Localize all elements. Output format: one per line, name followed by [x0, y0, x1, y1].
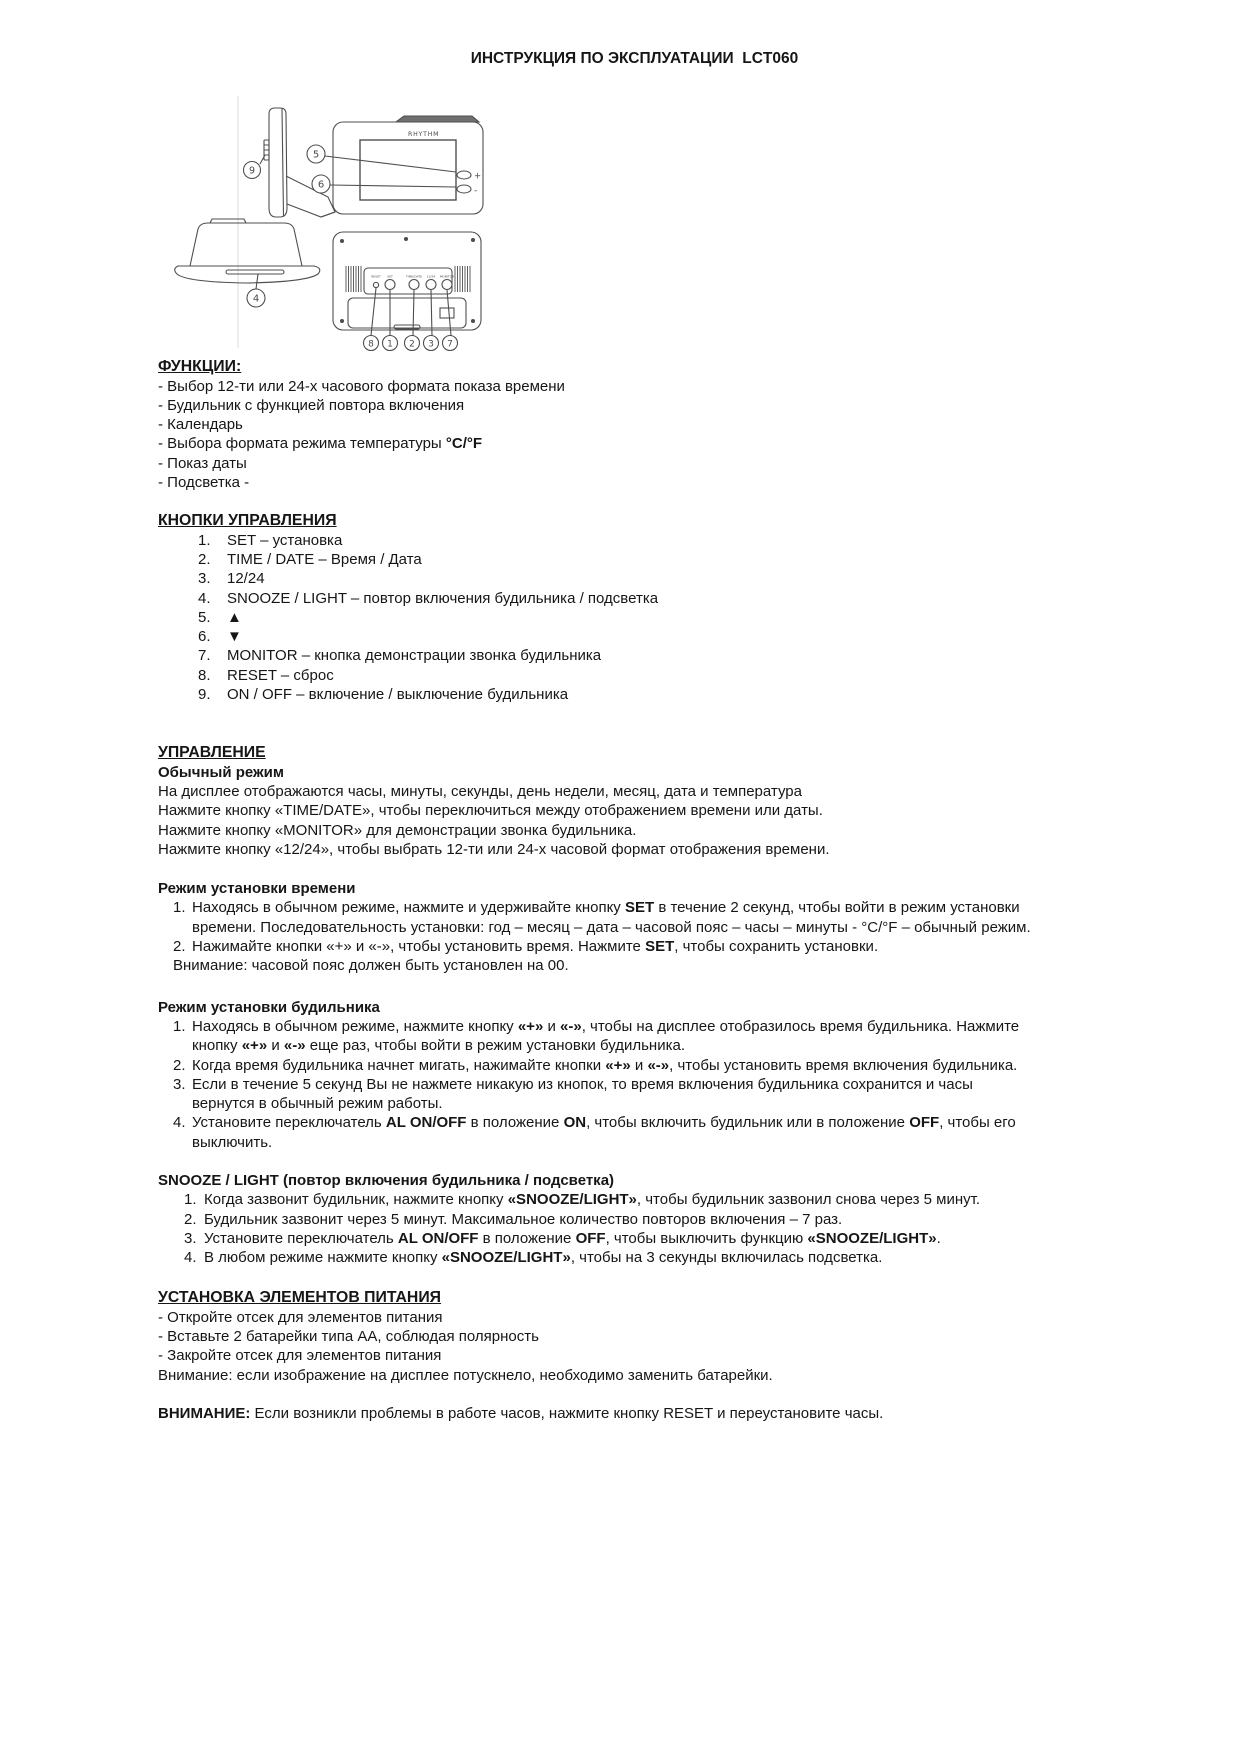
monitor-label: MONITOR [439, 274, 455, 279]
time-setting-heading: Режим установки времени [158, 880, 356, 898]
top-view [175, 219, 320, 283]
callout-3-number: 3 [428, 339, 434, 350]
function-item: - Подсветка - [158, 474, 250, 492]
list-item: 2. Когда время будильника начнет мигать, нажимайте кнопки «+» и «-», чтобы установить время включения будильника. [173, 1056, 1018, 1074]
speaker-grille-right [455, 266, 470, 292]
section-battery [158, 1288, 1111, 1384]
12-24-label: 12/24 [426, 274, 436, 279]
list-item: 8. RESET – сброс [198, 666, 334, 684]
function-item: - Будильник с функцией повтора включения [158, 396, 465, 414]
list-item: 7. MONITOR – кнопка демонстрации звонка будильника [198, 647, 602, 665]
function-item: - Выбора формата режима температуры °C/°F [158, 435, 483, 453]
set-label: SET [387, 274, 393, 279]
monitor-button [442, 280, 452, 290]
list-item: 1. Находясь в обычном режиме, нажмите кнопку «+» и «-», чтобы на дисплее отобразилось время будильника. Нажмите кнопку «+» и «-» еще раз, чтобы войти в режим установки будильника. [173, 1017, 1020, 1055]
section-controls [158, 511, 1111, 704]
battery-heading: УСТАНОВКА ЭЛЕМЕНТОВ ПИТАНИЯ [158, 1289, 442, 1307]
section-alarm-setting [158, 998, 1111, 1152]
callout-7-number: 7 [447, 339, 453, 350]
callout-4-number: 4 [252, 293, 260, 305]
time-date-button [409, 280, 419, 290]
plus-button-label: + [474, 171, 482, 182]
callout-6-number: 6 [317, 179, 325, 191]
operation-line: Нажмите кнопку «MONITOR» для демонстрации звонка будильника. [158, 821, 637, 839]
battery-item: - Закройте отсек для элементов питания [158, 1347, 442, 1365]
operation-heading: УПРАВЛЕНИЕ [158, 744, 266, 762]
warning-line: ВНИМАНИЕ: Если возникли проблемы в работе часов, нажмите кнопку RESET и переустановите часы. [158, 1404, 884, 1422]
operation-line: Нажмите кнопку «12/24», чтобы выбрать 12-ти или 24-х часовой формат отображения времени. [158, 840, 830, 858]
list-item: 2. Нажимайте кнопки «+» и «-», чтобы установить время. Нажмите SET, чтобы сохранить установки. [173, 938, 879, 956]
controls-heading: КНОПКИ УПРАВЛЕНИЯ [158, 512, 337, 530]
page-title: ИНСТРУКЦИЯ ПО ЭКСПЛУАТАЦИИ LCT060 [470, 50, 799, 67]
function-item: - Календарь [158, 416, 243, 434]
callout-9-number: 9 [248, 165, 256, 177]
12-24-button [426, 280, 436, 290]
callout-5 [307, 145, 456, 172]
function-item: - Выбор 12-ти или 24-х часового формата показа времени [158, 377, 565, 395]
reset-label: RESET [371, 274, 381, 279]
side-view [264, 108, 335, 217]
operation-line: На дисплее отображаются часы, минуты, секунды, день недели, месяц, дата и температура [158, 782, 802, 800]
list-item: 1. Находясь в обычном режиме, нажмите и удерживайте кнопку SET в течение 2 секунд, чтобы войти в режим установки времени. Последовательность установки: год – месяц – дата – часовой пояс – часы – минуты - °C/°F – обычный режим. [173, 899, 1031, 936]
minus-button-label: - [474, 186, 478, 197]
list-item: 6. ▼ [198, 628, 242, 646]
speaker-grille-left [346, 266, 361, 292]
callout-1-number: 1 [387, 339, 393, 350]
snooze-heading: SNOOZE / LIGHT (повтор включения будильника / подсветка) [158, 1171, 615, 1189]
list-item: 4. Установите переключатель AL ON/OFF в положение ON, чтобы включить будильник или в положение OFF, чтобы его выключить. [173, 1114, 1016, 1151]
battery-note: Внимание: если изображение на дисплее потускнело, необходимо заменить батарейки. [158, 1366, 773, 1384]
brand-label: RHYTHM [408, 131, 440, 139]
time-date-label: TIME/DATE [405, 274, 423, 279]
device-line-drawing [168, 92, 500, 354]
time-setting-note: Внимание: часовой пояс должен быть установлен на 00. [173, 957, 569, 975]
battery-item: - Вставьте 2 батарейки типа АА, соблюдая полярность [158, 1328, 539, 1346]
operation-subheading: Обычный режим [158, 763, 284, 781]
section-functions [158, 357, 1111, 492]
callout-6 [312, 175, 456, 193]
battery-item: - Откройте отсек для элементов питания [158, 1308, 443, 1326]
callout-8-number: 8 [368, 339, 374, 350]
list-item: 5. ▲ [198, 608, 242, 626]
reset-button [373, 283, 378, 288]
list-item: 4. SNOOZE / LIGHT – повтор включения будильника / подсветка [198, 589, 659, 607]
list-item: 9. ON / OFF – включение / выключение будильника [198, 686, 569, 704]
list-item: 2. Будильник зазвонит через 5 минут. Максимальное количество повторов включения – 7 раз. [184, 1210, 843, 1228]
section-snooze [158, 1171, 1111, 1267]
set-button [385, 280, 395, 290]
section-time-setting [158, 879, 1111, 975]
list-item: 3. Установите переключатель AL ON/OFF в положение OFF, чтобы выключить функцию «SNOOZE/LIGHT». [184, 1229, 941, 1247]
device-figure [168, 92, 500, 354]
function-item: - Показ даты [158, 454, 247, 472]
list-item: 3. 12/24 [198, 570, 265, 588]
list-item: 4. В любом режиме нажмите кнопку «SNOOZE/LIGHT», чтобы на 3 секунды включилась подсветка. [184, 1249, 883, 1267]
list-item: 1. SET – установка [198, 531, 343, 549]
functions-heading: ФУНКЦИИ: [158, 358, 242, 376]
callout-5-number: 5 [312, 149, 320, 161]
alarm-setting-heading: Режим установки будильника [158, 998, 380, 1016]
back-view [333, 232, 481, 336]
list-item: 3. Если в течение 5 секунд Вы не нажмете никакую из кнопок, то время включения будильника сохранится и часы вернутся в обычный режим работы. [173, 1075, 973, 1113]
section-operation [158, 743, 1111, 859]
list-item: 1. Когда зазвонит будильник, нажмите кнопку «SNOOZE/LIGHT», чтобы будильник зазвонил снова через 5 минут. [184, 1191, 981, 1209]
operation-line: Нажмите кнопку «TIME/DATE», чтобы переключиться между отображением времени или даты. [158, 802, 823, 820]
list-item: 2. TIME / DATE – Время / Дата [198, 550, 422, 568]
callout-2-number: 2 [409, 339, 415, 350]
